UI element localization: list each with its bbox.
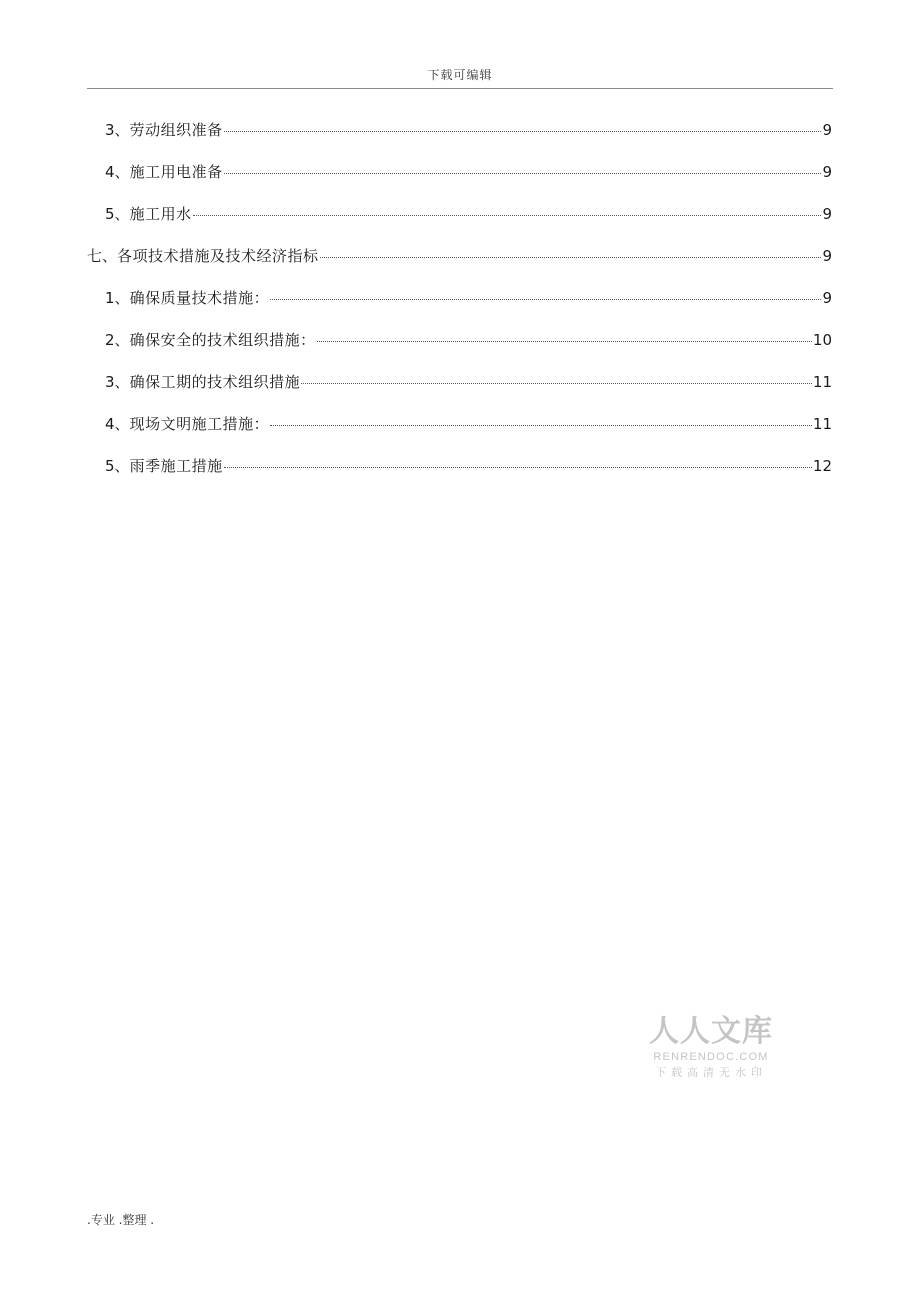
- toc-entry-title: 劳动组织准备: [129, 121, 223, 139]
- toc-entry-title: 现场文明施工措施：: [129, 415, 270, 433]
- toc-entry[interactable]: [105, 412, 832, 436]
- toc-entry-title: 各项技术措施及技术经济指标: [117, 247, 319, 265]
- toc-dot-leader: [224, 173, 821, 174]
- toc-entry-page: 9: [822, 121, 832, 139]
- toc-entry-separator: 、: [114, 121, 130, 139]
- toc-entry-number: 5: [105, 457, 115, 475]
- toc-entry-chapter[interactable]: [87, 244, 832, 268]
- toc-entry-title: 确保工期的技术组织措施: [129, 373, 301, 391]
- toc-entry-title: 确保安全的技术组织措施：: [129, 331, 316, 349]
- page-header: [0, 66, 920, 83]
- toc-entry[interactable]: [105, 160, 832, 184]
- toc-entry-separator: 、: [114, 163, 130, 181]
- toc-entry[interactable]: [105, 118, 832, 142]
- toc-dot-leader: [320, 257, 821, 258]
- watermark-url: RENRENDOC.COM: [653, 1051, 769, 1063]
- header-divider: [87, 88, 833, 89]
- toc-entry-page: 9: [822, 205, 832, 223]
- toc-entry-title: 雨季施工措施: [129, 457, 223, 475]
- page-footer-text: .专业 .整理 .: [87, 1213, 155, 1227]
- page-footer: [87, 1211, 154, 1228]
- toc-entry-page: 12: [812, 457, 832, 475]
- toc-entry-page: 11: [812, 373, 832, 391]
- toc-entry-number: 5: [105, 205, 115, 223]
- toc-entry-number: 4: [105, 415, 115, 433]
- toc-entry-title: 确保质量技术措施：: [129, 289, 270, 307]
- watermark-subtitle: 下载高清无水印: [655, 1066, 767, 1079]
- toc-dot-leader: [301, 383, 812, 384]
- renrendoc-watermark-logo: [646, 1016, 776, 1080]
- toc-entry-number: 3: [105, 121, 115, 139]
- toc-entry-number: 3: [105, 373, 115, 391]
- toc-entry-separator: 、: [114, 205, 130, 223]
- toc-entry-separator: 、: [114, 457, 130, 475]
- toc-entry-page: 9: [822, 247, 832, 265]
- toc-entry-number: 1: [105, 289, 115, 307]
- toc-dot-leader: [224, 131, 821, 132]
- toc-entry-title: 施工用电准备: [129, 163, 223, 181]
- toc-entry-title: 施工用水: [129, 205, 192, 223]
- toc-entry[interactable]: [105, 454, 832, 478]
- toc-dot-leader: [317, 341, 812, 342]
- toc-entry-page: 11: [812, 415, 832, 433]
- toc-entry[interactable]: [105, 286, 832, 310]
- toc-entry-separator: 、: [102, 247, 118, 265]
- toc-entry-page: 9: [822, 289, 832, 307]
- toc-dot-leader: [270, 299, 821, 300]
- toc-entry-number: 4: [105, 163, 115, 181]
- toc-entry-separator: 、: [114, 331, 130, 349]
- toc-entry-page: 9: [822, 163, 832, 181]
- watermark-title: 人人文库: [649, 1014, 773, 1049]
- page-header-text: 下载可编辑: [427, 68, 493, 82]
- toc-entry-separator: 、: [114, 289, 130, 307]
- toc-entry-separator: 、: [114, 415, 130, 433]
- toc-dot-leader: [270, 425, 812, 426]
- toc-entry-number: 2: [105, 331, 115, 349]
- toc-entry-separator: 、: [114, 373, 130, 391]
- toc-dot-leader: [193, 215, 821, 216]
- toc-entry[interactable]: [105, 370, 832, 394]
- toc-entry[interactable]: [105, 202, 832, 226]
- toc-dot-leader: [224, 467, 812, 468]
- toc-entry-number: 七: [87, 247, 103, 265]
- toc-entry[interactable]: [105, 328, 832, 352]
- toc-entry-page: 10: [812, 331, 832, 349]
